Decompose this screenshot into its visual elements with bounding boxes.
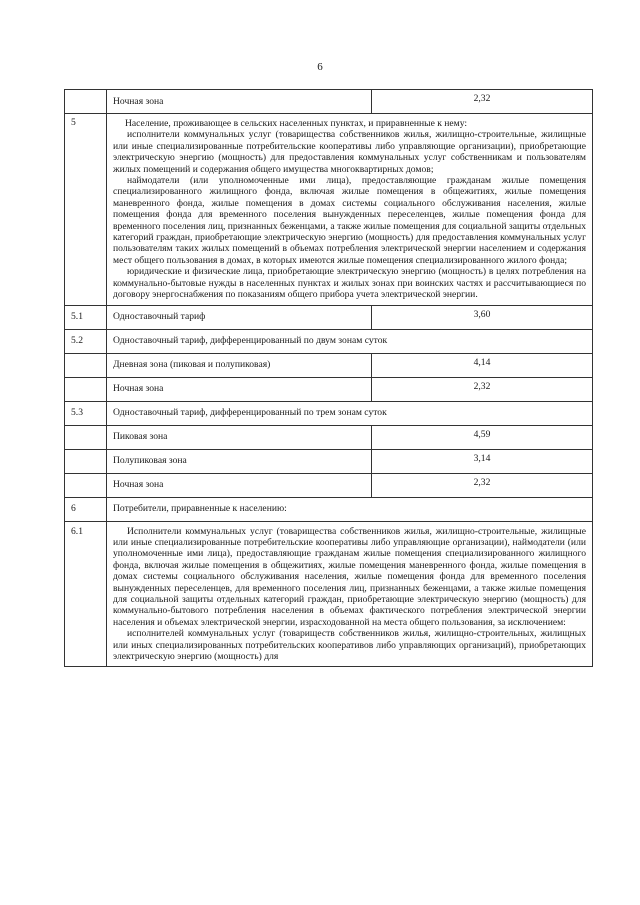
row-number: [65, 425, 107, 449]
row-value: 4,14: [372, 353, 593, 377]
table-row-5-2: [65, 329, 593, 353]
row-5-heading: Население, проживающее в сельских населенных пунктах, и приравненные к нему:: [125, 118, 468, 129]
row-label: Дневная зона (пиковая и полупиковая): [107, 353, 372, 377]
row-5-paragraph: наймодатели (или уполномоченные ими лица), предоставляющие гражданам жилые помещения специализированного жилищного фонда, включая жилые помещения в общежитиях, жилые помещения маневренного фонда, жилые помещения в домах системы социального обслуживания населения, жилые помещения фонда для временного поселения вынужденных переселенцев, жилые помещения фонда для временного поселения лиц, признанных беженцами, а также жилые помещения для социальной защиты отдельных категорий граждан, приобретающие электрическую энергию (мощность) для предоставления коммунальных услуг пользователям таких жилых помещений в объемах потребления электрической энергии населением и содержания мест общего пользования в домах, в которых имеются жилые помещения специализированного жилого фонда;: [113, 175, 586, 266]
row-number: 5.2: [65, 329, 107, 353]
row-value: 3,60: [372, 305, 593, 329]
table-row: [65, 90, 593, 114]
tariff-table: [64, 89, 593, 667]
table-row: [65, 449, 593, 473]
row-number: [65, 377, 107, 401]
row-number: [65, 449, 107, 473]
row-number: 5.1: [65, 305, 107, 329]
row-5-paragraph: исполнители коммунальных услуг (товарищества собственников жилья, жилищно-строительные, жилищные или иные специализированные потребительские кооперативы либо управляющие организации), приобретающие электрическую энергию (мощность) для предоставления коммунальных услуг собственникам и пользователям жилых помещений и содержания общего имущества многоквартирных домов;: [113, 129, 586, 175]
table-row-5: [65, 114, 593, 306]
row-label: Ночная зона: [107, 473, 372, 497]
page-number: 6: [317, 61, 323, 73]
row-label: Одноставочный тариф, дифференцированный по трем зонам суток: [107, 401, 593, 425]
row-6-1-paragraph: Исполнители коммунальных услуг (товарищества собственников жилья, жилищно-строительные, жилищные или иные специализированные потребительские кооперативы либо управляющие организации), наймодатели (или уполномоченные ими лица), предоставляющие гражданам жилые помещения специализированного жилищного фонда, включая жилые помещения в общежитиях, жилые помещения маневренного фонда, жилые помещения в домах системы социального обслуживания населения, жилые помещения фонда для временного поселения вынужденных переселенцев, для временного поселения лиц, признанных беженцами, а также жилые помещения для социальной защиты отдельных категорий граждан, приобретающие электрическую энергию (мощность) для коммунально-бытового потребления населения в объемах фактического потребления электрической энергии населения и объемах электрической энергии, израсходованной на места общего пользования, за исключением:: [113, 525, 586, 628]
row-5-paragraph: юридические и физические лица, приобретающие электрическую энергию (мощность) в целях потребления на коммунально-бытовые нужды в населенных пунктах и жилых зонах при воинских частях и рассчитывающиеся по договору энергоснабжения по показаниям общего прибора учета электрической энергии.: [113, 266, 586, 301]
row-value: 3,14: [372, 449, 593, 473]
row-label: Ночная зона: [107, 377, 372, 401]
table-row: [65, 425, 593, 449]
row-6-1-text: [107, 521, 593, 667]
row-number: 5: [65, 114, 107, 306]
row-value: 2,32: [372, 90, 593, 114]
table-row: [65, 473, 593, 497]
table-row: [65, 353, 593, 377]
row-label: Пиковая зона: [107, 425, 372, 449]
row-number: [65, 353, 107, 377]
table-row-5-1: [65, 305, 593, 329]
row-label: Потребители, приравненные к населению:: [107, 497, 593, 521]
row-value: 2,32: [372, 377, 593, 401]
row-number: 6: [65, 497, 107, 521]
row-5-text: [107, 114, 593, 306]
row-number: 5.3: [65, 401, 107, 425]
row-number: [65, 90, 107, 114]
row-label: Одноставочный тариф, дифференцированный по двум зонам суток: [107, 329, 593, 353]
row-number: 6.1: [65, 521, 107, 667]
table-row-5-3: [65, 401, 593, 425]
row-label: Полупиковая зона: [107, 449, 372, 473]
row-6-1-paragraph: исполнителей коммунальных услуг (товариществ собственников жилья, жилищно-строительных, жилищных или иных специализированных потребительских кооперативов либо управляющих организаций), приобретающих электрическую энергию (мощность) для: [113, 628, 586, 662]
row-value: 4,59: [372, 425, 593, 449]
row-label: Одноставочный тариф: [107, 305, 372, 329]
table-row: [65, 377, 593, 401]
table-row-6-1: [65, 521, 593, 667]
row-label: Ночная зона: [107, 90, 372, 114]
table-row-6: [65, 497, 593, 521]
row-value: 2,32: [372, 473, 593, 497]
row-number: [65, 473, 107, 497]
